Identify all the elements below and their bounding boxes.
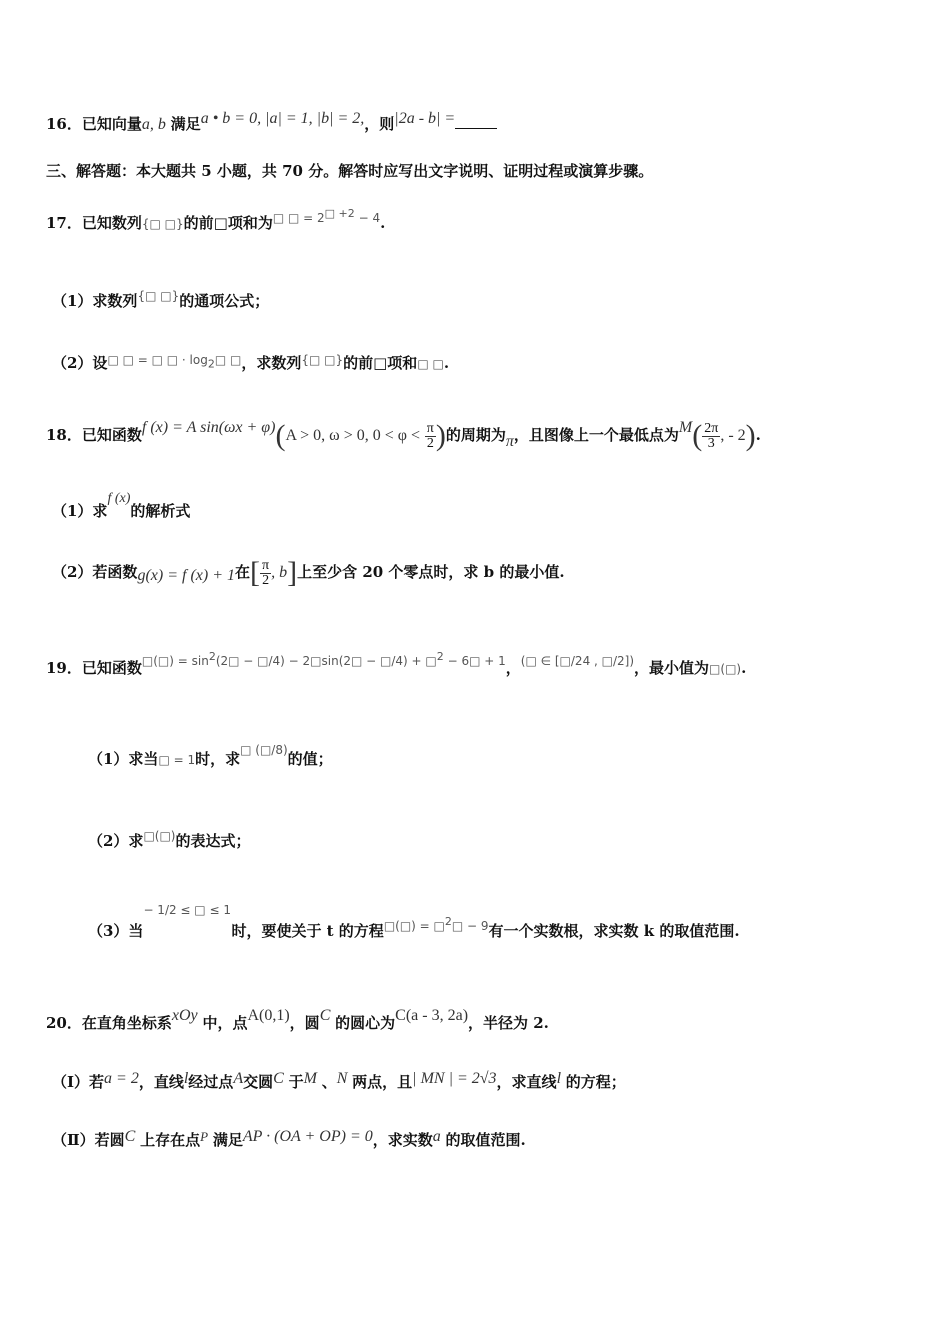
math-glyph: {□ □} [141, 217, 184, 231]
question-17: 17．已知数列{□ □}的前□项和为$^{□ □ = 2□ +2 - 4}$. [46, 207, 386, 232]
math-glyph: □(□) [709, 662, 742, 676]
question-19-part-2: （2）求□(□)的表达式； [88, 829, 251, 850]
math-glyph: □ □ = 2□ +2 − 4 [272, 207, 381, 225]
question-18: 18．已知函数f (x) = A sin(ωx + φ)(A > 0, ω > 0, 0 < φ < $\frac{\pi}{2}$ )的周期为π，且图像上一个最低点为M( $\frac{2\pi}{3}$ , - 2). [46, 419, 761, 452]
math-expr: g(x) = f (x) + 1 [137, 567, 236, 584]
question-number: 16． [46, 115, 82, 133]
math-expr: M [678, 419, 693, 436]
section-heading: 三、解答题：本大题共 5 小题，共 70 分。解答时应写出文字说明、证明过程或演算步骤。 [46, 162, 654, 180]
question-20: 20．在直角坐标系xOy 中，点A(0,1)，圆C 的圆心为C(a - 3, 2a)，半径为 2. [46, 1007, 549, 1032]
question-20-part-1: （Ⅰ）若a = 2，直线l经过点A交圆C 于M 、N 两点，且| MN | = 2√3，求直线l 的方程； [52, 1070, 626, 1091]
question-17-part-1: （1）求数列{□ □}的通项公式； [52, 289, 270, 310]
math-glyph: {□ □} [301, 353, 344, 367]
math-glyph: − 1/2 ≤ □ ≤ 1 [143, 903, 231, 917]
fraction: $\frac{2\pi}{3}$ [704, 420, 719, 451]
math-glyph: □ = 1 [158, 753, 196, 767]
math-expr: f (x) [107, 491, 131, 506]
math-expr: C(a - 3, 2a) [395, 1007, 469, 1024]
math-expr: a • b = 0, |a| = 1, |b| = 2, [200, 110, 365, 127]
fraction: $\frac{\pi}{2}$ [426, 420, 434, 451]
question-number: 19． [46, 659, 82, 677]
math-expr: f (x) = A sin(ωx + φ) [141, 419, 276, 436]
math-expr: π [505, 433, 514, 450]
math-expr: A(0,1) [247, 1007, 290, 1024]
math-glyph: □ (□/8) [240, 743, 288, 757]
math-glyph: □(□) = □2□ − 9 [383, 915, 489, 933]
question-number: 17． [46, 214, 82, 232]
math-expr: A > 0, ω > 0, 0 < φ < [285, 427, 420, 444]
math-expr: |2a - b| = [394, 110, 456, 127]
math-glyph: □ □ [417, 357, 444, 371]
question-19: 19．已知函数$^{□(□) = sin2(2□ - □/4) - 2□sin(2□ - □/4) + □2 - 6□ + 1}$，$^{(□ \in [□/24 , □/2])}$，最小值为□(□). [46, 650, 747, 677]
math-glyph: {□ □} [137, 289, 180, 303]
question-20-part-2: （Ⅱ）若圆C 上存在点P 满足AP · (OA + OP) = 0，求实数a 的取值范围. [52, 1128, 526, 1149]
math-expr: C [319, 1007, 331, 1024]
question-18-part-1: （1）求f (x)的解析式 [52, 491, 191, 520]
math-glyph: □ □ = □ □ · log2□ □ [107, 353, 242, 371]
answer-blank [455, 114, 497, 129]
question-number: 20． [46, 1014, 82, 1032]
math-glyph: □(□) [143, 829, 176, 843]
question-16: 16．已知向量a, b 满足a • b = 0, |a| = 1, |b| = 2,，则|2a - b| = [46, 113, 497, 136]
fraction: $\frac{\pi}{2}$ [262, 557, 270, 588]
question-19-part-1: （1）求当□ = 1时，求$^{□ (□/8)}$的值； [88, 743, 333, 768]
math-glyph: □(□) = sin2(2□ − □/4) − 2□sin(2□ − □/4) + □2 − 6□ + 1 [141, 650, 506, 668]
math-expr: a, b [141, 116, 166, 133]
question-18-part-2: （2）若函数g(x) = f (x) + 1在[ $\frac{\pi}{2}$ , b]上至少含 20 个零点时，求 b 的最小值. [52, 556, 565, 589]
question-19-part-3: （3）当− 1/2 ≤ □ ≤ 1时，要使关于 t 的方程$^{□(□) = □2□ - 9}$有一个实数根，求实数 k 的取值范围. [88, 917, 740, 943]
question-17-part-2: （2）设$^{□ □ = □ □ \cdot log2□ □}$，求数列{□ □}的前□项和□ □. [52, 353, 450, 372]
question-number: 18． [46, 426, 82, 444]
math-glyph: (□ ∈ [□/24 , □/2]) [520, 654, 635, 668]
math-expr: xOy [171, 1007, 198, 1024]
